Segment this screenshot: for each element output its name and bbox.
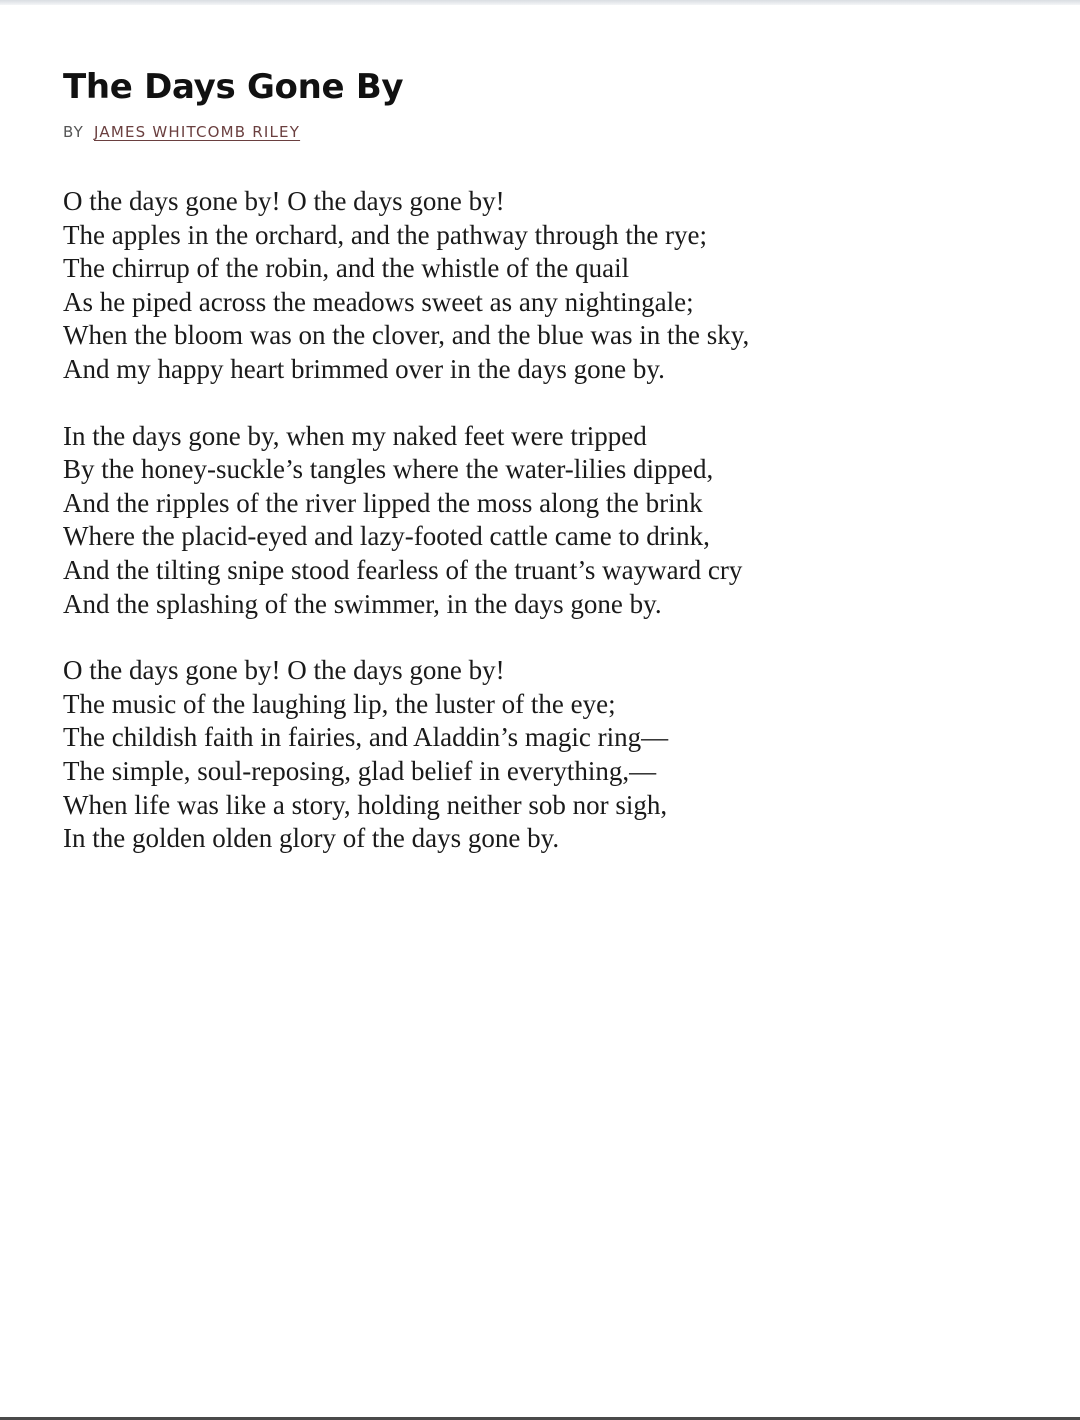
stanza-3 — [63, 654, 1023, 856]
poem-line: The simple, soul-reposing, glad belief in everything,— — [63, 755, 657, 786]
byline-prefix: BY — [63, 123, 85, 141]
poem-line: O the days gone by! O the days gone by! — [63, 186, 505, 216]
document-page — [63, 64, 1023, 889]
poem-line: By the honey-suckle’s tangles where the water-lilies dipped, — [63, 454, 714, 485]
stanza-2 — [63, 420, 1023, 622]
poem-line: The childish faith in fairies, and Aladdin’s magic ring— — [63, 722, 669, 753]
byline — [63, 122, 1023, 142]
poem-line: The music of the laughing lip, the luster of the eye; — [63, 688, 616, 719]
scan-top-edge — [0, 0, 1080, 5]
poem-line: When the bloom was on the clover, and the blue was in the sky, — [63, 320, 750, 351]
author-link[interactable]: JAMES WHITCOMB RILEY — [94, 123, 301, 141]
stanza-1 — [63, 185, 1023, 387]
poem-line: O the days gone by! O the days gone by! — [63, 655, 505, 686]
poem-line: And the splashing of the swimmer, in the days gone by. — [63, 588, 662, 619]
poem-line: And my happy heart brimmed over in the days gone by. — [63, 353, 665, 384]
poem-title: The Days Gone By — [63, 67, 404, 107]
poem-line: The apples in the orchard, and the pathway through the rye; — [63, 219, 708, 250]
poem-line: And the ripples of the river lipped the moss along the brink — [63, 487, 703, 518]
poem-line: And the tilting snipe stood fearless of the truant’s wayward cry — [63, 554, 743, 585]
poem-line: When life was like a story, holding neither sob nor sigh, — [63, 789, 668, 820]
poem-body — [63, 185, 1023, 856]
poem-line: The chirrup of the robin, and the whistle of the quail — [63, 253, 630, 284]
poem-line: Where the placid-eyed and lazy-footed cattle came to drink, — [63, 521, 710, 552]
poem-line: In the golden olden glory of the days gone by. — [63, 823, 560, 854]
poem-line: As he piped across the meadows sweet as any nightingale; — [63, 286, 694, 317]
poem-line: In the days gone by, when my naked feet were tripped — [63, 420, 647, 451]
